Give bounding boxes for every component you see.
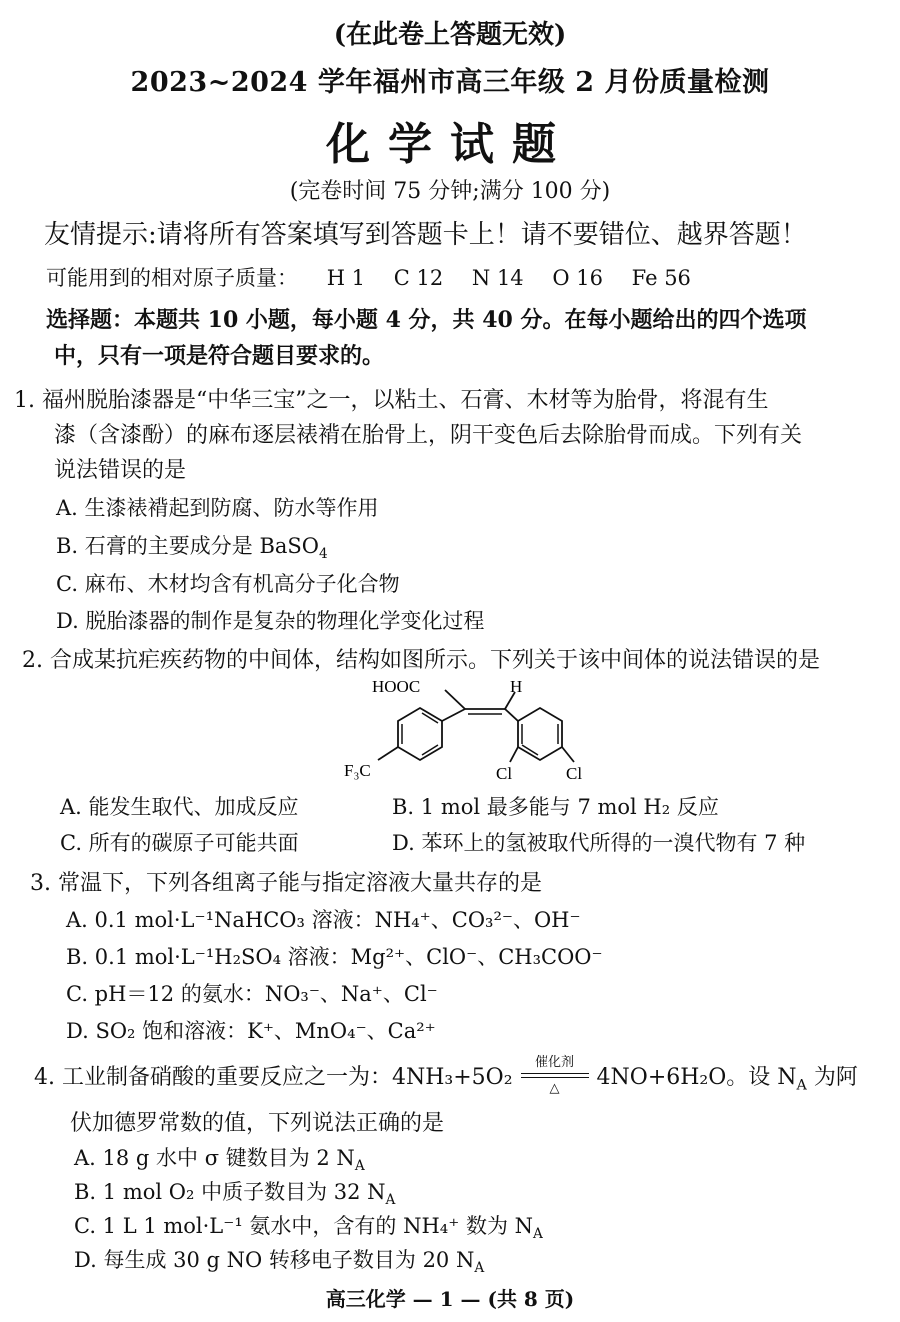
q3-stem: 3. 常温下，下列各组离子能与指定溶液大量共存的是 <box>30 871 542 896</box>
cl-bond-2 <box>562 747 574 762</box>
cl-bond-1 <box>510 747 518 762</box>
atomic-mass-c: C 12 <box>393 266 444 290</box>
q1-option-c: C. 麻布、木材均含有机高分子化合物 <box>56 572 400 596</box>
notice-line: (在此卷上答题无效) <box>333 20 567 50</box>
q1-option-a: A. 生漆裱褙起到防腐、防水等作用 <box>56 496 379 520</box>
q2-stem: 2. 合成某抗疟疾药物的中间体，结构如图所示。下列关于该中间体的说法错误的是 <box>22 648 820 673</box>
atomic-mass-label: 可能用到的相对原子质量： <box>46 266 298 290</box>
subject-title: 化学试题 <box>326 119 574 170</box>
left-benzene-ring <box>398 708 442 760</box>
heat-symbol: △ <box>549 1081 560 1096</box>
cooh-bond <box>445 690 465 709</box>
section-instructions-line1: 选择题：本题共 10 小题，每小题 4 分，共 40 分。在每小题给出的四个选项 <box>46 307 807 333</box>
q3-option-d: D. SO₂ 饱和溶液：K⁺、MnO₄⁻、Ca²⁺ <box>66 1019 436 1043</box>
reaction-arrow <box>517 1055 593 1096</box>
catalyst-label: 催化剂 <box>535 1055 575 1070</box>
label-cl-1: Cl <box>496 764 513 783</box>
q2-option-a: A. 能发生取代、加成反应 <box>60 795 299 819</box>
q4-option-d: D. 每生成 30 g NO 转移电子数目为 20 $N_A$ <box>74 1248 485 1277</box>
q4-option-a: A. 18 g 水中 σ 键数目为 2 $N_A$ <box>74 1146 365 1175</box>
ring-alkene-bond <box>442 709 465 721</box>
friendly-tip: 友情提示:请将所有答案填写到答题卡上！请不要错位、越界答题！ <box>44 220 807 250</box>
q4-stem-line2: 伏加德罗常数的值，下列说法正确的是 <box>70 1111 445 1136</box>
section-instructions-line2: 中，只有一项是符合题目要求的。 <box>54 343 385 369</box>
atomic-mass-h: H 1 <box>326 266 366 290</box>
q1-stem-line2: 漆（含漆酚）的麻布逐层裱褙在胎骨上，阴干变色后去除胎骨而成。下列有关 <box>54 423 803 448</box>
q3-option-b: B. 0.1 mol·L⁻¹H₂SO₄ 溶液：Mg²⁺、ClO⁻、CH₃COO⁻ <box>66 945 603 969</box>
q2-structural-formula <box>330 676 610 786</box>
cf3-bond <box>378 747 398 760</box>
q2-option-b: B. 1 mol 最多能与 7 mol H₂ 反应 <box>392 795 719 819</box>
q4-stem-line1: 4. 工业制备硝酸的重要反应之一为：4NH₃+5O₂ 催化剂 △ 4NO+6H₂O。设 $N_A$ 为阿 <box>34 1060 858 1093</box>
q1-option-d: D. 脱胎漆器的制作是复杂的物理化学变化过程 <box>56 609 485 633</box>
atomic-mass-o: O 16 <box>552 266 603 290</box>
label-h: H <box>510 677 523 696</box>
q4-option-c: C. 1 L 1 mol·L⁻¹ 氨水中，含有的 NH₄⁺ 数为 $N_A$ <box>74 1214 543 1243</box>
page-footer: 高三化学 — 1 — (共 8 页) <box>325 1287 575 1311</box>
q1-option-b: B. 石膏的主要成分是 BaSO$_4$ <box>56 534 328 563</box>
q2-option-d: D. 苯环上的氢被取代所得的一溴代物有 7 种 <box>392 831 806 855</box>
q4-option-b: B. 1 mol O₂ 中质子数目为 32 $N_A$ <box>74 1180 396 1209</box>
right-benzene-ring <box>518 708 562 760</box>
q3-option-a: A. 0.1 mol·L⁻¹NaHCO₃ 溶液：NH₄⁺、CO₃²⁻、OH⁻ <box>66 908 581 932</box>
q1-stem-line1: 1. 福州脱胎漆器是“中华三宝”之一，以粘土、石膏、木材等为胎骨，将混有生 <box>14 388 769 413</box>
label-cf3: F₃C <box>344 761 371 780</box>
q1-stem-line3: 说法错误的是 <box>54 458 187 483</box>
atomic-mass-fe: Fe 56 <box>631 266 691 290</box>
timing-note: (完卷时间 75 分钟;满分 100 分) <box>289 179 611 204</box>
q2-option-c: C. 所有的碳原子可能共面 <box>60 831 299 855</box>
atomic-mass-line <box>46 262 713 292</box>
label-hooc: HOOC <box>372 677 421 696</box>
q3-option-c: C. pH＝12 的氨水：NO₃⁻、Na⁺、Cl⁻ <box>66 982 438 1006</box>
alkene-ring-bond <box>505 709 518 721</box>
atomic-mass-n: N 14 <box>471 266 524 290</box>
exam-title: 2023~2024 学年福州市高三年级 2 月份质量检测 <box>130 67 770 98</box>
label-cl-2: Cl <box>566 764 583 783</box>
